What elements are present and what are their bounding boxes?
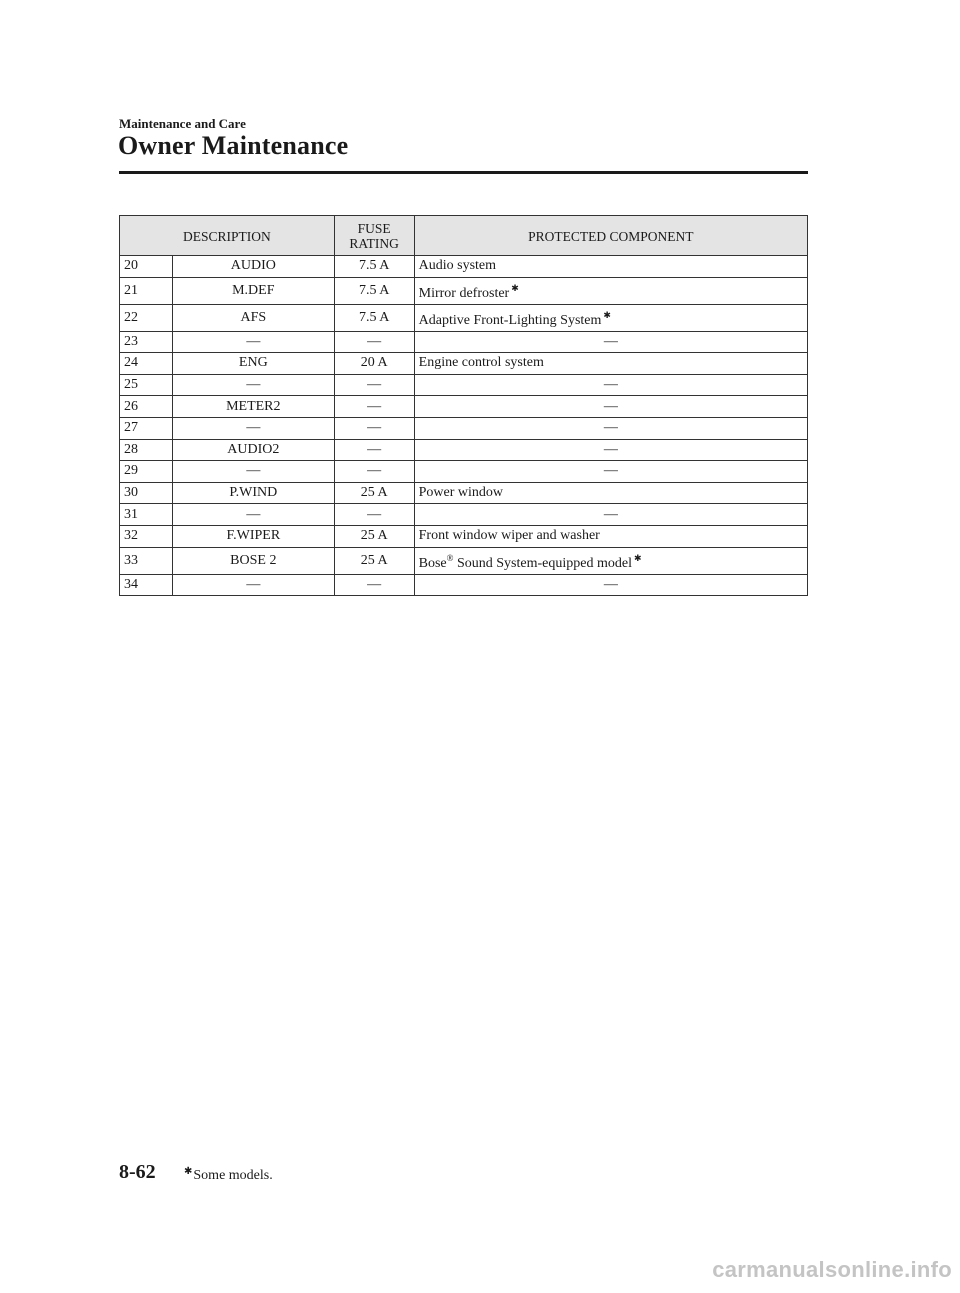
some-models-star-icon: ✱: [633, 552, 642, 563]
table-row: [120, 353, 808, 375]
table-row: [120, 439, 808, 461]
fuse-rating: 7.5 A: [334, 256, 414, 278]
footnote: [184, 1166, 273, 1184]
component-text: —: [603, 463, 618, 479]
fuse-description: —: [172, 374, 334, 396]
protected-component: [414, 396, 807, 418]
fuse-number: 32: [120, 525, 173, 547]
fuse-rating-header-line1: FUSE: [357, 221, 391, 236]
fuse-description: AUDIO: [172, 256, 334, 278]
fuse-description: AFS: [172, 304, 334, 331]
table-row: [120, 374, 808, 396]
fuse-number: 26: [120, 396, 173, 418]
fuse-number: 34: [120, 574, 173, 596]
table-row: [120, 396, 808, 418]
protected-component: [414, 417, 807, 439]
fuse-number: 33: [120, 547, 173, 574]
fuse-number: 24: [120, 353, 173, 375]
component-brand: Bose: [418, 555, 447, 571]
fuse-description: METER2: [172, 396, 334, 418]
protected-component: [414, 547, 807, 574]
fuse-number: 21: [120, 277, 173, 304]
fuse-rating: 25 A: [334, 547, 414, 574]
column-header-protected-component: PROTECTED COMPONENT: [414, 216, 807, 256]
component-text: —: [603, 441, 618, 457]
protected-component: [414, 331, 807, 353]
fuse-rating: 25 A: [334, 482, 414, 504]
fuse-rating: 7.5 A: [334, 277, 414, 304]
fuse-description: M.DEF: [172, 277, 334, 304]
table-row: [120, 331, 808, 353]
fuse-number: 29: [120, 461, 173, 483]
fuse-rating: —: [334, 396, 414, 418]
protected-component: [414, 353, 807, 375]
fuse-description: BOSE 2: [172, 547, 334, 574]
column-header-fuse-rating: [334, 216, 414, 256]
fuse-number: 25: [120, 374, 173, 396]
table-body: [120, 256, 808, 596]
fuse-rating: —: [334, 574, 414, 596]
fuse-number: 22: [120, 304, 173, 331]
protected-component: [414, 374, 807, 396]
footnote-text: Some models.: [193, 1168, 273, 1183]
protected-component: [414, 574, 807, 596]
fuse-description: —: [172, 417, 334, 439]
section-label: Maintenance and Care: [119, 116, 246, 131]
table-row: [120, 277, 808, 304]
table-row: [120, 547, 808, 574]
fuse-number: 27: [120, 417, 173, 439]
fuse-number: 31: [120, 504, 173, 526]
protected-component: [414, 304, 807, 331]
fuse-description: ENG: [172, 353, 334, 375]
table-row: [120, 482, 808, 504]
table-row: [120, 504, 808, 526]
component-text: Adaptive Front-Lighting System: [418, 312, 602, 328]
fuse-rating: —: [334, 461, 414, 483]
table-row: [120, 574, 808, 596]
page-number: 8-62: [119, 1161, 156, 1183]
component-text: —: [603, 333, 618, 349]
fuse-number: 28: [120, 439, 173, 461]
registered-mark: ®: [446, 552, 454, 563]
fuse-description: —: [172, 461, 334, 483]
table-row: [120, 525, 808, 547]
page-title: Owner Maintenance: [118, 131, 349, 160]
protected-component: [414, 256, 807, 278]
fuse-rating: 25 A: [334, 525, 414, 547]
column-header-description: DESCRIPTION: [120, 216, 335, 256]
fuse-rating: 7.5 A: [334, 304, 414, 331]
fuse-table: [119, 215, 808, 596]
component-text: —: [603, 398, 618, 414]
protected-component: [414, 525, 807, 547]
fuse-rating: —: [334, 504, 414, 526]
component-text: —: [603, 506, 618, 522]
fuse-number: 23: [120, 331, 173, 353]
table-header-row: [120, 216, 808, 256]
fuse-description: P.WIND: [172, 482, 334, 504]
fuse-rating: —: [334, 331, 414, 353]
component-text: Front window wiper and washer: [418, 528, 600, 544]
fuse-rating: —: [334, 417, 414, 439]
fuse-number: 30: [120, 482, 173, 504]
fuse-number: 20: [120, 256, 173, 278]
fuse-rating: —: [334, 374, 414, 396]
protected-component: [414, 504, 807, 526]
component-text: Engine control system: [418, 355, 544, 371]
some-models-star-icon: ✱: [511, 282, 519, 293]
table-row: [120, 256, 808, 278]
fuse-rating: —: [334, 439, 414, 461]
fuse-description: —: [172, 331, 334, 353]
component-text: Power window: [418, 485, 504, 501]
component-text: Sound System-equipped model: [456, 555, 632, 571]
title-divider: [119, 171, 808, 174]
protected-component: [414, 439, 807, 461]
component-text: —: [603, 420, 618, 436]
component-text: Mirror defroster: [418, 285, 510, 301]
component-text: —: [603, 377, 618, 393]
watermark: carmanualsonline.info: [712, 1257, 952, 1282]
fuse-description: —: [172, 574, 334, 596]
fuse-description: F.WIPER: [172, 525, 334, 547]
fuse-rating: 20 A: [334, 353, 414, 375]
footnote-star-icon: ✱: [184, 1166, 193, 1177]
table-row: [120, 461, 808, 483]
component-text: Audio system: [418, 258, 497, 274]
protected-component: [414, 277, 807, 304]
table-row: [120, 304, 808, 331]
some-models-star-icon: ✱: [603, 309, 611, 320]
protected-component: [414, 482, 807, 504]
fuse-rating-header-line2: RATING: [349, 236, 399, 251]
table-row: [120, 417, 808, 439]
fuse-description: —: [172, 504, 334, 526]
protected-component: [414, 461, 807, 483]
component-text: —: [603, 576, 618, 592]
fuse-description: AUDIO2: [172, 439, 334, 461]
